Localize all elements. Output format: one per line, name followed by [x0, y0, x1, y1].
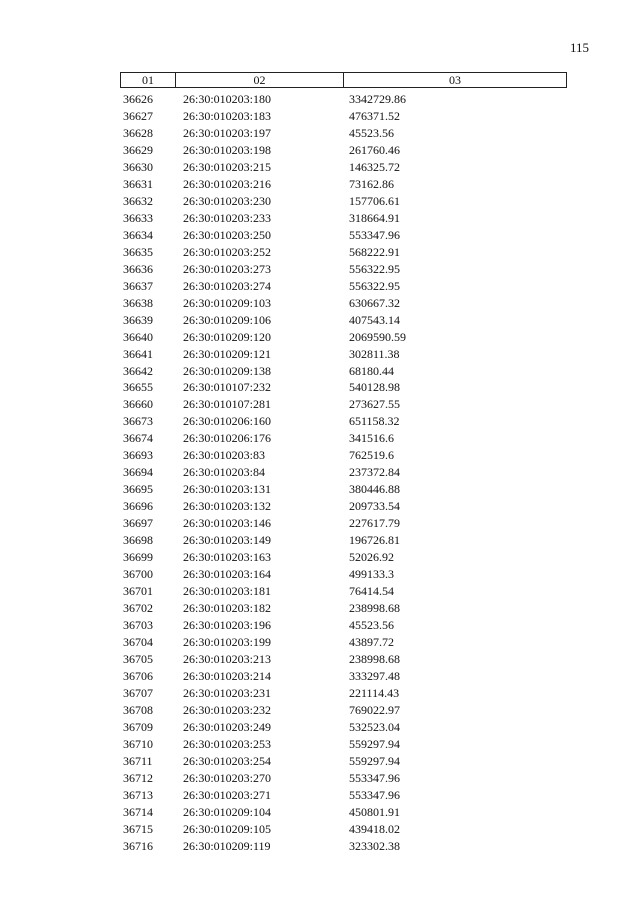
table-row [120, 617, 567, 634]
table-row [120, 549, 567, 566]
table-row [120, 651, 567, 668]
value-cell: 333297.48 [349, 668, 400, 683]
value-cell: 769022.97 [349, 702, 400, 717]
row-number-cell: 36704 [123, 635, 153, 649]
row-number-cell: 36673 [123, 414, 153, 429]
table-row [120, 498, 567, 515]
row-number-cell: 36629 [123, 142, 153, 157]
cadastral-number-cell: 26:30:010203:270 [183, 770, 272, 785]
row-number-cell: 36713 [123, 787, 153, 802]
cadastral-number-cell: 26:30:010209:104 [183, 804, 272, 819]
cadastral-number-cell: 26:30:010203:181 [183, 584, 272, 599]
table-row [120, 142, 567, 159]
cadastral-number-cell: 26:30:010203:149 [183, 533, 272, 548]
row-number-cell: 36701 [123, 584, 153, 599]
value-cell: 556322.95 [349, 278, 400, 293]
table-row [120, 736, 567, 753]
table-row [120, 702, 567, 719]
table-row [120, 668, 567, 685]
row-number-cell: 36702 [123, 601, 153, 616]
value-cell: 68180.44 [349, 363, 394, 378]
row-number-cell: 36703 [123, 618, 153, 633]
value-cell: 630667.32 [349, 295, 400, 310]
value-cell: 553347.96 [349, 770, 400, 785]
table-row [120, 719, 567, 736]
value-cell: 651158.32 [349, 414, 400, 429]
cadastral-number-cell: 26:30:010209:105 [183, 821, 272, 836]
value-cell: 238998.68 [349, 601, 400, 616]
row-number-cell: 36695 [123, 482, 153, 497]
row-number-cell: 36642 [123, 363, 153, 378]
cadastral-number-cell: 26:30:010203:253 [183, 736, 272, 751]
column-header-01: 01 [120, 72, 176, 88]
table-row [120, 770, 567, 787]
row-number-cell: 36712 [123, 770, 153, 785]
table-row [120, 600, 567, 617]
row-number-cell: 36707 [123, 685, 153, 700]
cadastral-number-cell: 26:30:010209:106 [183, 312, 272, 327]
cadastral-number-cell: 26:30:010203:132 [183, 499, 272, 514]
table-row [120, 176, 567, 193]
cadastral-number-cell: 26:30:010209:119 [183, 838, 271, 853]
table-row [120, 396, 567, 413]
value-cell: 52026.92 [349, 550, 394, 565]
table-row [120, 227, 567, 244]
table-row [120, 244, 567, 261]
row-number-cell: 36693 [123, 448, 153, 463]
cadastral-number-cell: 26:30:010203:164 [183, 567, 272, 582]
row-number-cell: 36705 [123, 651, 153, 666]
value-cell: 556322.95 [349, 261, 400, 276]
cadastral-number-cell: 26:30:010203:254 [183, 753, 272, 768]
row-number-cell: 36711 [123, 753, 153, 768]
cadastral-number-cell: 26:30:010203:252 [183, 244, 272, 259]
table-row [120, 821, 567, 838]
table-row [120, 447, 567, 464]
cadastral-number-cell: 26:30:010203:146 [183, 516, 272, 531]
cadastral-number-cell: 26:30:010203:163 [183, 550, 272, 565]
value-cell: 238998.68 [349, 651, 400, 666]
cadastral-number-cell: 26:30:010203:131 [183, 482, 272, 497]
column-header-03: 03 [344, 72, 567, 88]
row-number-cell: 36697 [123, 516, 153, 531]
row-number-cell: 36709 [123, 719, 153, 734]
value-cell: 559297.94 [349, 753, 400, 768]
table-row [120, 329, 567, 346]
table-row [120, 413, 567, 430]
cadastral-number-cell: 26:30:010203:231 [183, 685, 272, 700]
table-row [120, 91, 567, 108]
row-number-cell: 36638 [123, 295, 153, 310]
cadastral-number-cell: 26:30:010203:274 [183, 278, 272, 293]
row-number-cell: 36633 [123, 210, 153, 225]
table-row [120, 515, 567, 532]
value-cell: 532523.04 [349, 719, 400, 734]
row-number-cell: 36710 [123, 736, 153, 751]
row-number-cell: 36655 [123, 380, 153, 395]
value-cell: 341516.6 [349, 431, 394, 446]
table-row [120, 634, 567, 651]
row-number-cell: 36706 [123, 668, 153, 683]
row-number-cell: 36641 [123, 346, 153, 361]
value-cell: 196726.81 [349, 533, 400, 548]
value-cell: 302811.38 [349, 346, 400, 361]
table-row [120, 464, 567, 481]
cadastral-number-cell: 26:30:010203:182 [183, 601, 272, 616]
cadastral-number-cell: 26:30:010203:232 [183, 702, 272, 717]
row-number-cell: 36699 [123, 550, 153, 565]
cadastral-number-cell: 26:30:010209:120 [183, 329, 272, 344]
row-number-cell: 36714 [123, 804, 153, 819]
table-row [120, 430, 567, 447]
column-header-02: 02 [176, 72, 344, 88]
value-cell: 407543.14 [349, 312, 400, 327]
row-number-cell: 36632 [123, 193, 153, 208]
row-number-cell: 36694 [123, 465, 153, 480]
value-cell: 553347.96 [349, 227, 400, 242]
value-cell: 559297.94 [349, 736, 400, 751]
row-number-cell: 36708 [123, 702, 153, 717]
value-cell: 439418.02 [349, 821, 400, 836]
table-row [120, 210, 567, 227]
cadastral-number-cell: 26:30:010203:197 [183, 125, 272, 140]
row-number-cell: 36631 [123, 176, 153, 191]
value-cell: 499133.3 [349, 567, 394, 582]
table-row [120, 193, 567, 210]
cadastral-number-cell: 26:30:010206:176 [183, 431, 272, 446]
table-row [120, 278, 567, 295]
table-row [120, 753, 567, 770]
value-cell: 227617.79 [349, 516, 400, 531]
value-cell: 221114.43 [349, 685, 400, 700]
table-row [120, 566, 567, 583]
row-number-cell: 36660 [123, 397, 153, 412]
cadastral-number-cell: 26:30:010203:216 [183, 176, 272, 191]
cadastral-number-cell: 26:30:010209:121 [183, 346, 272, 361]
table-row [120, 804, 567, 821]
value-cell: 43897.72 [349, 635, 394, 649]
row-number-cell: 36674 [123, 431, 153, 446]
row-number-cell: 36639 [123, 312, 153, 327]
row-number-cell: 36636 [123, 261, 153, 276]
table-row [120, 838, 567, 855]
value-cell: 76414.54 [349, 584, 394, 599]
cadastral-number-cell: 26:30:010203:199 [183, 635, 272, 649]
cadastral-number-cell: 26:30:010203:273 [183, 261, 272, 276]
cadastral-number-cell: 26:30:010203:183 [183, 108, 272, 123]
value-cell: 2069590.59 [349, 329, 406, 344]
table-header [120, 72, 567, 88]
row-number-cell: 36628 [123, 125, 153, 140]
row-number-cell: 36637 [123, 278, 153, 293]
table-row [120, 159, 567, 176]
cadastral-number-cell: 26:30:010209:138 [183, 363, 272, 378]
value-cell: 157706.61 [349, 193, 400, 208]
value-cell: 273627.55 [349, 397, 400, 412]
table-row [120, 481, 567, 498]
row-number-cell: 36630 [123, 159, 153, 174]
row-number-cell: 36700 [123, 567, 153, 582]
row-number-cell: 36698 [123, 533, 153, 548]
value-cell: 540128.98 [349, 380, 400, 395]
value-cell: 45523.56 [349, 618, 394, 633]
cadastral-number-cell: 26:30:010203:196 [183, 618, 272, 633]
table-row [120, 685, 567, 702]
row-number-cell: 36716 [123, 838, 153, 853]
table-row [120, 346, 567, 363]
value-cell: 3342729.86 [349, 92, 406, 106]
cadastral-number-cell: 26:30:010209:103 [183, 295, 272, 310]
value-cell: 237372.84 [349, 465, 400, 480]
cadastral-number-cell: 26:30:010203:230 [183, 193, 272, 208]
page-number: 115 [570, 40, 590, 55]
cadastral-number-cell: 26:30:010203:249 [183, 719, 272, 734]
value-cell: 450801.91 [349, 804, 400, 819]
value-cell: 568222.91 [349, 244, 400, 259]
row-number-cell: 36715 [123, 821, 153, 836]
value-cell: 146325.72 [349, 159, 400, 174]
row-number-cell: 36634 [123, 227, 153, 242]
cadastral-number-cell: 26:30:010203:84 [183, 465, 266, 480]
cadastral-number-cell: 26:30:010203:180 [183, 92, 272, 106]
cadastral-number-cell: 26:30:010107:232 [183, 380, 272, 395]
table-row [120, 108, 567, 125]
value-cell: 553347.96 [349, 787, 400, 802]
table-row [120, 363, 567, 380]
value-cell: 380446.88 [349, 482, 400, 497]
cadastral-number-cell: 26:30:010203:271 [183, 787, 272, 802]
table-row [120, 261, 567, 278]
table-body [120, 91, 567, 855]
cadastral-number-cell: 26:30:010206:160 [183, 414, 272, 429]
cadastral-number-cell: 26:30:010203:250 [183, 227, 272, 242]
value-cell: 323302.38 [349, 838, 400, 853]
value-cell: 476371.52 [349, 108, 400, 123]
value-cell: 45523.56 [349, 125, 394, 140]
cadastral-number-cell: 26:30:010203:215 [183, 159, 272, 174]
cadastral-number-cell: 26:30:010203:83 [183, 448, 266, 463]
value-cell: 73162.86 [349, 176, 394, 191]
cadastral-number-cell: 26:30:010203:213 [183, 651, 272, 666]
table-row [120, 532, 567, 549]
table-row [120, 125, 567, 142]
table-row [120, 583, 567, 600]
cadastral-number-cell: 26:30:010203:198 [183, 142, 272, 157]
value-cell: 318664.91 [349, 210, 400, 225]
cadastral-number-cell: 26:30:010107:281 [183, 397, 272, 412]
cadastral-number-cell: 26:30:010203:233 [183, 210, 272, 225]
table-row [120, 312, 567, 329]
row-number-cell: 36626 [123, 92, 153, 106]
value-cell: 762519.6 [349, 448, 394, 463]
row-number-cell: 36627 [123, 108, 153, 123]
row-number-cell: 36635 [123, 244, 153, 259]
table-row [120, 787, 567, 804]
value-cell: 261760.46 [349, 142, 400, 157]
row-number-cell: 36640 [123, 329, 153, 344]
row-number-cell: 36696 [123, 499, 153, 514]
cadastral-number-cell: 26:30:010203:214 [183, 668, 272, 683]
table-row [120, 379, 567, 396]
table-row [120, 295, 567, 312]
value-cell: 209733.54 [349, 499, 400, 514]
